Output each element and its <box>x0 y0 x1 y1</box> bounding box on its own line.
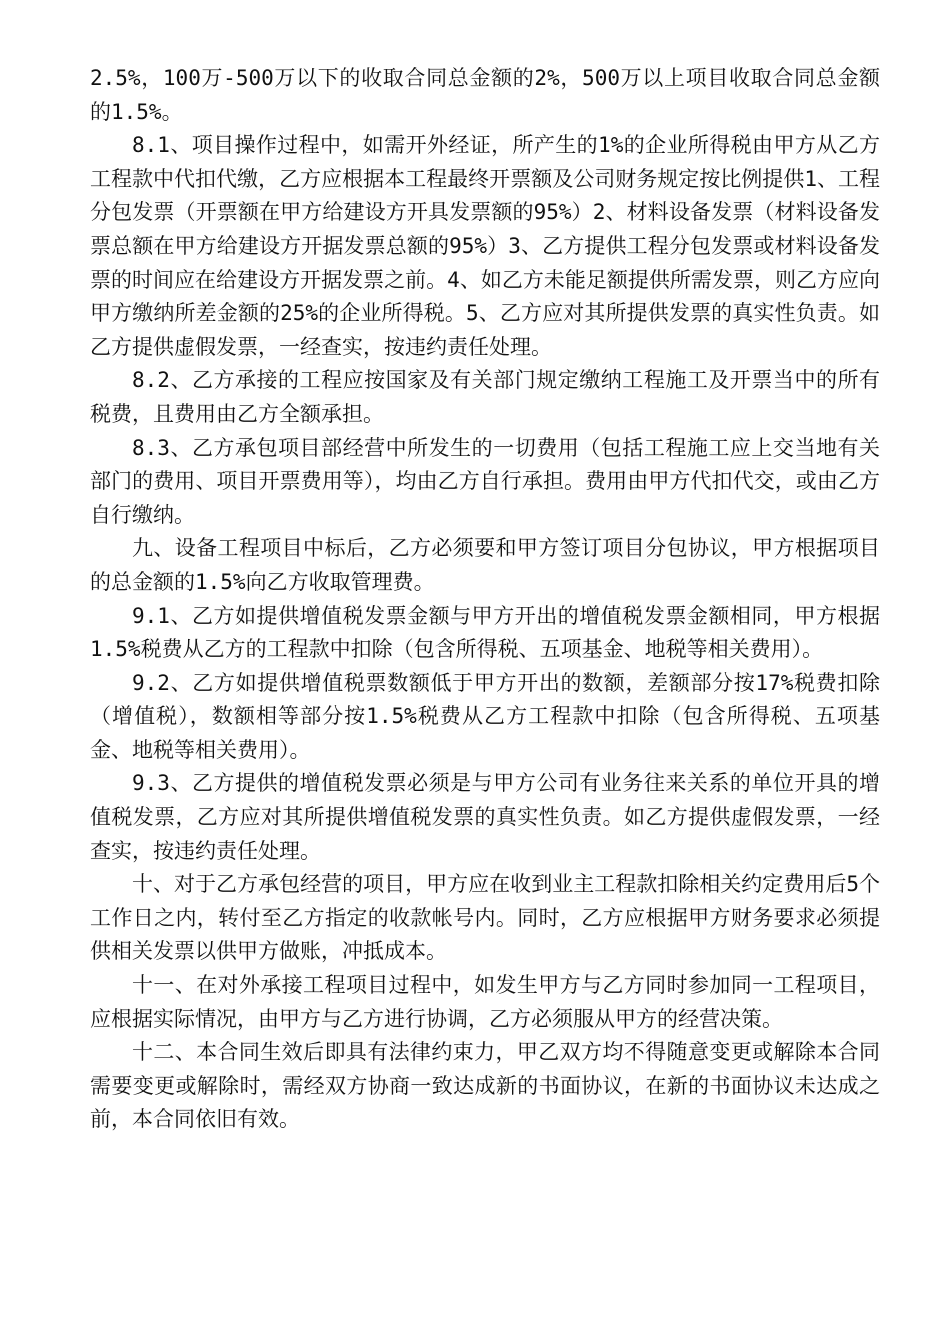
contract-page <box>90 62 880 1137</box>
paragraph-clause-8-1: 8.1、项目操作过程中，如需开外经证，所产生的1%的企业所得税由甲方从乙方工程款中代扣代缴，乙方应根据本工程最终开票额及公司财务规定按比例提供1、工程分包发票（开票额在甲方给建设方开具发票额的95%）2、材料设备发票（材料设备发票总额在甲方给建设方开据发票总额的95%）3、乙方提供工程分包发票或材料设备发票的时间应在给建设方开据发票之前。4、如乙方未能足额提供所需发票，则乙方应向甲方缴纳所差金额的25%的企业所得税。5、乙方应对其所提供发票的真实性负责。如乙方提供虚假发票，一经查实，按违约责任处理。 <box>90 133 880 359</box>
paragraph-clause-10: 十、对于乙方承包经营的项目，甲方应在收到业主工程款扣除相关约定费用后5个工作日之内，转付至乙方指定的收款帐号内。同时，乙方应根据甲方财务要求必须提供相关发票以供甲方做账，冲抵成本。 <box>90 872 880 964</box>
paragraph-fee-rates: 2.5%，100万-500万以下的收取合同总金额的2%，500万以上项目收取合同总金额的1.5%。 <box>90 66 880 124</box>
paragraph-clause-9: 九、设备工程项目中标后，乙方必须要和甲方签订项目分包协议，甲方根据项目的总金额的1.5%向乙方收取管理费。 <box>90 536 880 594</box>
paragraph-clause-9-1: 9.1、乙方如提供增值税发票金额与甲方开出的增值税发票金额相同，甲方根据1.5%税费从乙方的工程款中扣除（包含所得税、五项基金、地税等相关费用）。 <box>90 603 880 662</box>
paragraph-clause-11: 十一、在对外承接工程项目过程中，如发生甲方与乙方同时参加同一工程项目，应根据实际情况，由甲方与乙方进行协调，乙方必须服从甲方的经营决策。 <box>90 973 880 1031</box>
paragraph-clause-8-3: 8.3、乙方承包项目部经营中所发生的一切费用（包括工程施工应上交当地有关部门的费用、项目开票费用等），均由乙方自行承担。费用由甲方代扣代交，或由乙方自行缴纳。 <box>90 435 880 527</box>
paragraph-clause-9-3: 9.3、乙方提供的增值税发票必须是与甲方公司有业务往来关系的单位开具的增值税发票，乙方应对其所提供增值税发票的真实性负责。如乙方提供虚假发票，一经查实，按违约责任处理。 <box>90 771 880 863</box>
paragraph-clause-9-2: 9.2、乙方如提供增值税票数额低于甲方开出的数额，差额部分按17%税费扣除（增值税），数额相等部分按1.5%税费从乙方工程款中扣除（包含所得税、五项基金、地税等相关费用）。 <box>90 670 880 762</box>
paragraph-clause-8-2: 8.2、乙方承接的工程应按国家及有关部门规定缴纳工程施工及开票当中的所有税费，且费用由乙方全额承担。 <box>90 368 880 426</box>
paragraph-clause-12: 十二、本合同生效后即具有法律约束力，甲乙双方均不得随意变更或解除本合同需要变更或解除时，需经双方协商一致达成新的书面协议，在新的书面协议未达成之前，本合同依旧有效。 <box>90 1040 880 1132</box>
